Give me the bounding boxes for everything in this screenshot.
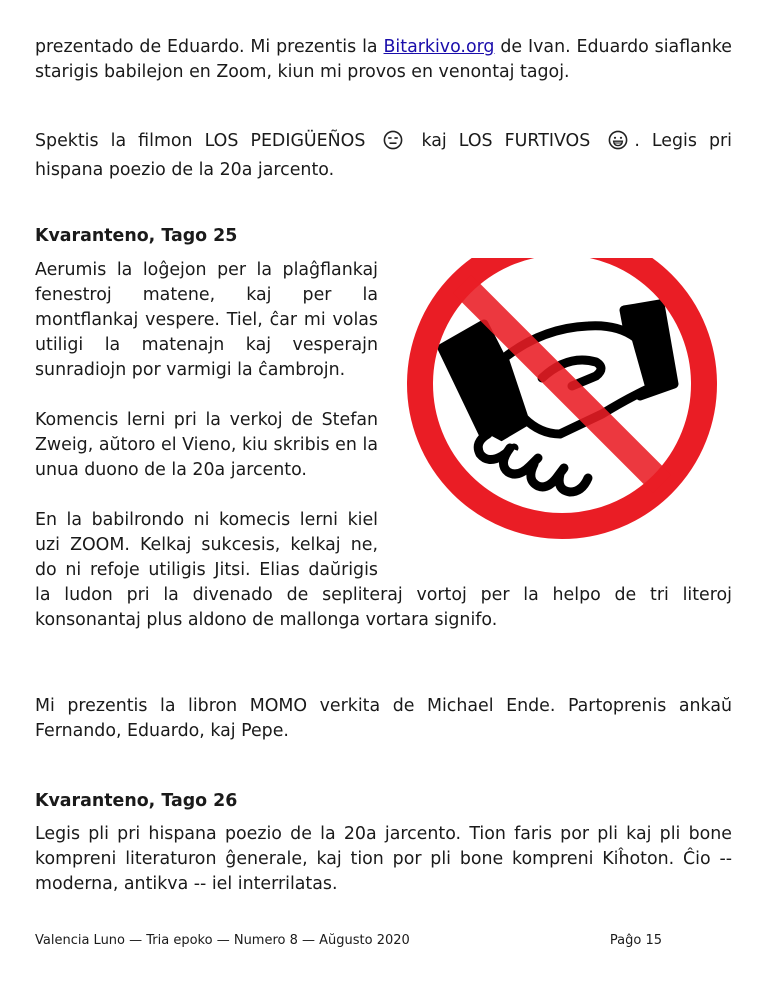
film-text-b: kaj LOS FURTIVOS bbox=[409, 131, 603, 151]
day-25-paragraph-3: En la babilrondo ni komecis lerni kiel uzi ZOOM. Kelkaj sukcesis, kelkaj ne, do ni refoje utiligis Jitsi. Elias daŭrigis la ludon pri la divenado de sepliteraj vortoj per la helpo de tri literoj konsonantaj plus aldono de mallonga vortara signifo. bbox=[35, 510, 732, 630]
no-handshake-icon bbox=[392, 258, 732, 548]
intro-paragraph-2 bbox=[35, 129, 732, 183]
heading-day-26: Kvaranteno, Tago 26 bbox=[35, 791, 238, 811]
day-25-paragraph-1: Aerumis la loĝejon per la plaĝflankaj fenestroj matene, kaj per la montflankaj vespere. Tiel, ĉar mi volas utiligi la matenajn kaj vesperajn sunradiojn por varmigi la ĉambrojn. bbox=[35, 260, 378, 380]
day-25-section bbox=[35, 258, 732, 633]
footer-publication: Valencia Luno — Tria epoko — Numero 8 — Aŭgusto 2020 bbox=[35, 933, 410, 948]
day-25-paragraph-2: Komencis lerni pri la verkoj de Stefan Zweig, aŭtoro el Vieno, kiu skribis en la unua duono de la 20a jarcento. bbox=[35, 410, 378, 480]
heading-day-25: Kvaranteno, Tago 25 bbox=[35, 226, 238, 246]
intro-text-a: prezentado de Eduardo. Mi prezentis la bbox=[35, 37, 384, 57]
film-text-a: Spektis la filmon LOS PEDIGÜEÑOS bbox=[35, 131, 378, 151]
day-25-paragraph-4: Mi prezentis la libron MOMO verkita de Michael Ende. Partoprenis ankaŭ Fernando, Eduardo, kaj Pepe. bbox=[35, 696, 732, 741]
intro-paragraph-1 bbox=[35, 35, 732, 85]
grinning-face-icon bbox=[608, 130, 628, 158]
page-number: Paĝo 15 bbox=[609, 933, 662, 948]
day-26-paragraph-1: Legis pli pri hispana poezio de la 20a jarcento. Tion faris por pli kaj pli bone kompreni literaturon ĝenerale, kaj tion por pli bone kompreni Kiĥoton. Ĉio -- moderna, antikva -- iel interrilatas. bbox=[35, 824, 732, 894]
film-text-c: . Legis pri hispana poezio de la 20a jarcento. bbox=[35, 131, 733, 180]
neutral-face-icon bbox=[383, 130, 403, 158]
page-footer bbox=[35, 932, 662, 950]
intro-text-b: de Ivan. Eduardo siaflanke starigis babilejon en Zoom, kiun mi provos en venontaj tagoj. bbox=[35, 37, 732, 82]
bitarkivo-link[interactable]: Bitarkivo.org bbox=[383, 37, 495, 57]
